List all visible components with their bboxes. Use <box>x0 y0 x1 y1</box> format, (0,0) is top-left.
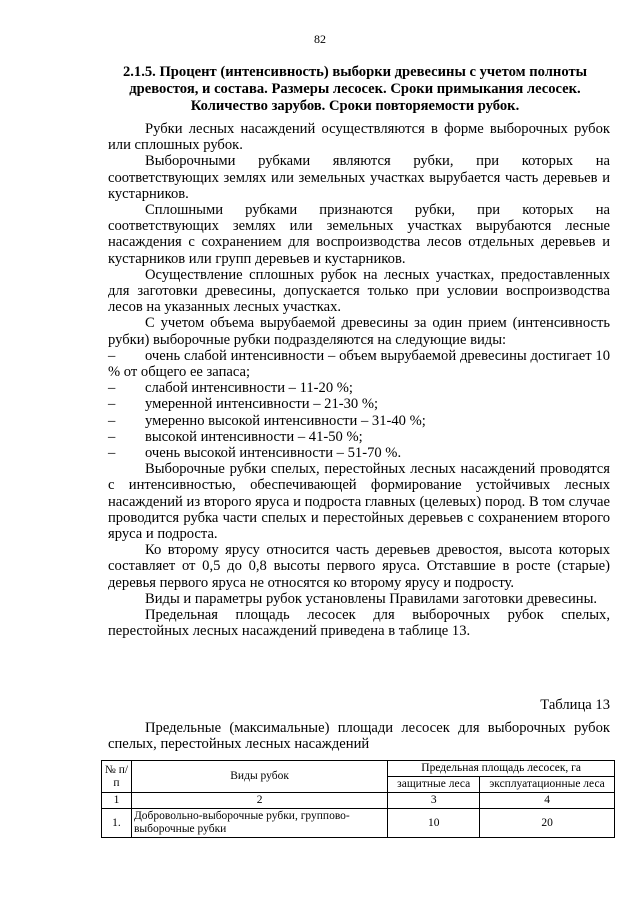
list-item-text: умеренной интенсивности – 21-30 %; <box>145 396 379 413</box>
table-cell: 1 <box>102 793 132 809</box>
paragraph: Выборочными рубками являются рубки, при которых на соответствующих землях или земельных участках вырубается часть деревьев и кустарников. <box>108 153 610 202</box>
table-cell: 20 <box>480 809 615 838</box>
section-heading: 2.1.5. Процент (интенсивность) выборки древесины с учетом полноты древостоя, и состава. Размеры лесосек. Сроки примыкания лесосек. Количество зарубов. Сроки повторяемости рубок. <box>122 64 588 114</box>
dash-mark: – <box>108 412 116 429</box>
table-cell: Добровольно-выборочные рубки, группово-выборочные рубки <box>131 809 387 838</box>
body-text <box>108 121 610 640</box>
list-item <box>108 380 610 396</box>
table-cell: 2 <box>131 793 387 809</box>
list-item-text: слабой интенсивности – 11-20 %; <box>145 380 353 397</box>
table-cell: 4 <box>480 793 615 809</box>
list-item <box>108 429 610 445</box>
paragraph: Выборочные рубки спелых, перестойных лесных насаждений проводятся с интенсивностью, обеспечивающей формирование устойчивых лесных насаждений из второго яруса и подроста главных (целевых) пород. В том случае проводится рубка части спелых и перестойных деревьев с сохранением второго яруса и подроста. <box>108 461 610 543</box>
header-protective: защитные леса <box>388 777 480 793</box>
table-caption: Таблица 13 <box>540 697 610 713</box>
dash-mark: – <box>108 347 116 364</box>
paragraph: Осуществление сплошных рубок на лесных участках, предоставленных для заготовки древесины, допускается только при условии воспроизводства лесов на указанных лесных участках. <box>108 266 610 316</box>
paragraph: Предельная площадь лесосек для выборочных рубок спелых, перестойных лесных насаждений приведена в таблице 13. <box>108 607 610 640</box>
paragraph: Ко второму ярусу относится часть деревьев древостоя, высота которых составляет от 0,5 до 0,8 высоты первого яруса. Отставшие в росте (старые) деревья первого яруса не относятся ко второму ярусу и подросту. <box>108 542 610 591</box>
table-index-row <box>102 793 615 809</box>
dash-mark: – <box>108 396 116 413</box>
header-exploitation: эксплуатационные леса <box>480 777 615 793</box>
list-item <box>108 413 610 429</box>
table-cell: 3 <box>388 793 480 809</box>
dash-mark: – <box>108 428 116 445</box>
list-item-text: высокой интенсивности – 41-50 %; <box>145 428 363 445</box>
table-cell: 1. <box>102 809 132 838</box>
table-cell: 10 <box>388 809 480 838</box>
dash-mark: – <box>108 380 116 397</box>
list-item-text: умеренно высокой интенсивности – 31-40 %; <box>145 412 426 429</box>
paragraph: Рубки лесных насаждений осуществляются в форме выборочных рубок или сплошных рубок. <box>108 121 610 154</box>
table-row <box>102 809 615 838</box>
header-area-group: Предельная площадь лесосек, га <box>388 761 615 777</box>
list-item <box>108 445 610 461</box>
page-number: 82 <box>314 32 326 46</box>
paragraph: Виды и параметры рубок установлены Правилами заготовки древесины. <box>145 590 598 607</box>
dash-mark: – <box>108 445 116 462</box>
logging-area-table <box>101 760 615 838</box>
paragraph: С учетом объема вырубаемой древесины за один прием (интенсивность рубки) выборочные рубки подразделяются на следующие виды: <box>108 315 610 348</box>
table-header-row <box>102 761 615 777</box>
list-item <box>108 348 610 380</box>
header-type: Виды рубок <box>131 761 387 793</box>
intensity-list <box>108 348 610 461</box>
paragraph: Сплошными рубками признаются рубки, при которых на соответствующих землях или земельных участках вырубаются лесные насаждения с сохранением для воспроизводства лесов отдельных деревьев и кустарников или групп деревьев и кустарников. <box>108 202 610 267</box>
table-description: Предельные (максимальные) площади лесосек для выборочных рубок спелых, перестойных лесных насаждений <box>108 720 610 753</box>
list-item-text: очень слабой интенсивности – объем вырубаемой древесины достигает 10 % от общего ее запаса; <box>108 347 610 381</box>
list-item <box>108 396 610 412</box>
list-item-text: очень высокой интенсивности – 51-70 %. <box>145 445 402 462</box>
header-num: № п/п <box>102 761 132 793</box>
